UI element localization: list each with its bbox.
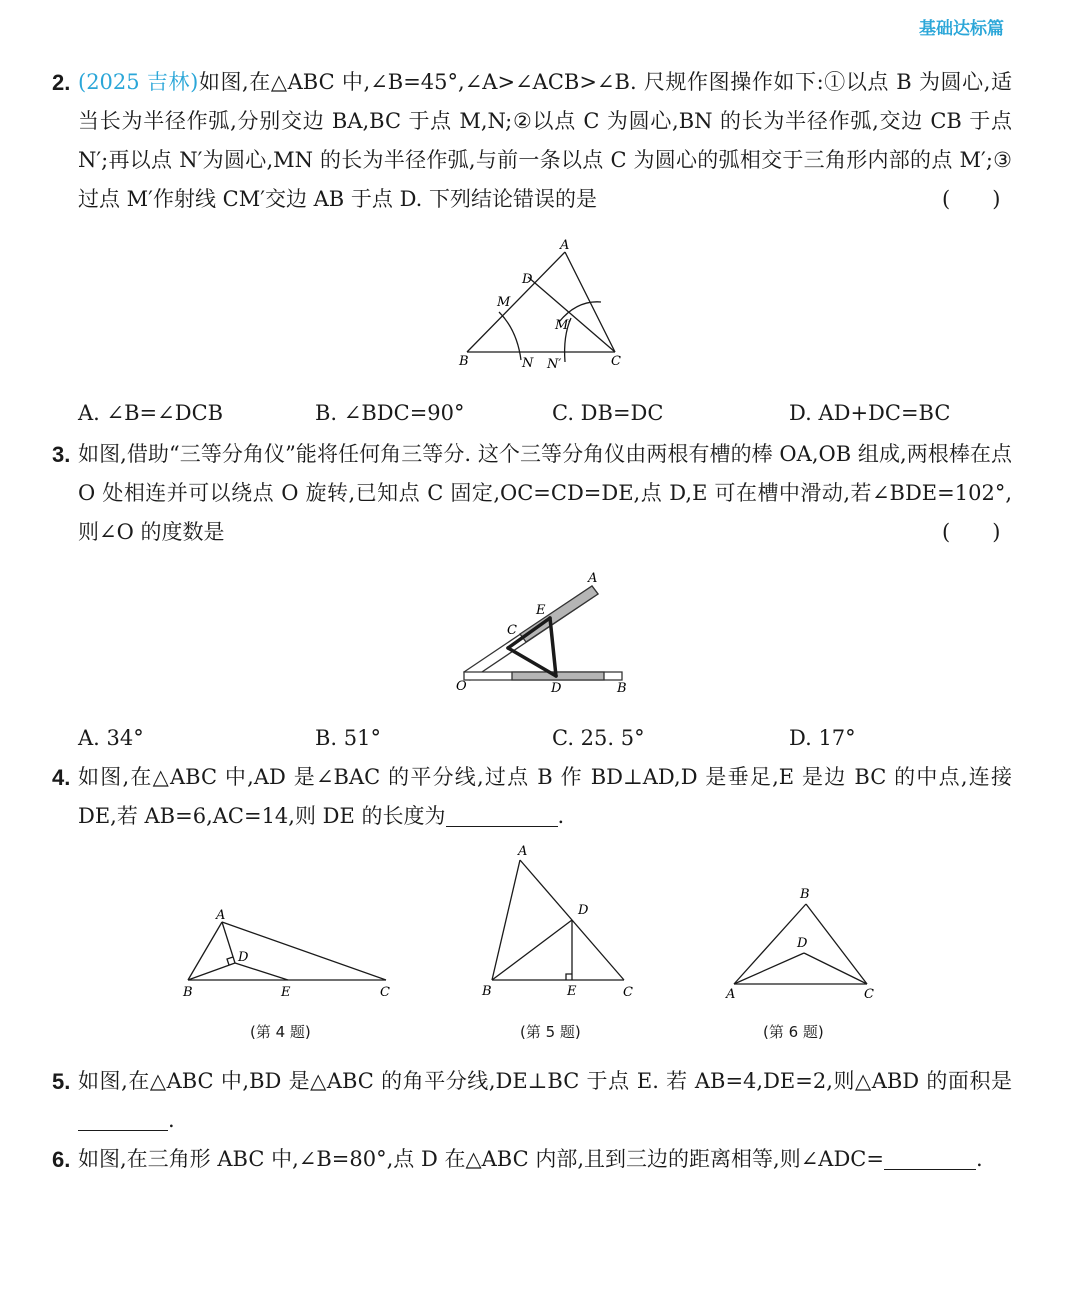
option-c[interactable]: C. 25. 5° xyxy=(552,726,645,750)
question-source: (2025 吉林) xyxy=(78,70,199,94)
question-text: 如图,在△ABC 中,∠B=45°,∠A>∠ACB>∠B. 尺规作图操作如下:①以点 B 为圆心,适当长为半径作弧,分别交边 BA,BC 于点 M,N;②以点 C 为圆心,BN 的长为半径作弧,交边 CB 于点 N′;再以点 N′为圆心,MN 的长为半径作弧,与前一条以点 C 为圆心的弧相交于三角形内部的点 M′;③过点 M′作射线 CM′交边 AB 于点 D. 下列结论错误的是 xyxy=(78,70,1012,211)
label-C: C xyxy=(507,623,517,638)
question-number: 5. xyxy=(52,1069,71,1094)
figure-q2 xyxy=(455,232,640,377)
question-6 xyxy=(52,1140,1012,1179)
label-C: C xyxy=(380,985,390,1000)
question-3 xyxy=(52,435,1012,552)
label-A: A xyxy=(726,987,736,1002)
answer-blank[interactable] xyxy=(78,1104,168,1131)
caption-fig5: (第 5 题) xyxy=(520,1023,581,1041)
label-E: E xyxy=(567,984,577,999)
label-D: D xyxy=(522,272,533,287)
question-2 xyxy=(52,63,1012,219)
label-D: D xyxy=(551,681,562,696)
question-number: 2. xyxy=(52,70,71,95)
question-text: 如图,在三角形 ABC 中,∠B=80°,点 D 在△ABC 内部,且到三边的距离相等,则∠ADC= xyxy=(78,1147,884,1171)
label-O: O xyxy=(456,679,467,694)
figure-q3 xyxy=(452,568,642,698)
question-5 xyxy=(52,1062,1012,1140)
answer-paren: ( ) xyxy=(942,520,1001,544)
label-N: N xyxy=(522,356,534,371)
label-B: B xyxy=(183,985,193,1000)
answer-paren: ( ) xyxy=(942,187,1001,211)
label-B: B xyxy=(482,984,492,999)
answer-blank[interactable] xyxy=(446,800,558,827)
figure-q5 xyxy=(478,840,638,1005)
q3-options xyxy=(78,726,1028,750)
question-text: 如图,借助“三等分角仪”能将任何角三等分. 这个三等分角仪由两根有槽的棒 OA,OB 组成,两根棒在点 O 处相连并可以绕点 O 旋转,已知点 C 固定,OC=CD=DE,点 D,E 可在槽中滑动,若∠BDE=102°,则∠O 的度数是 xyxy=(78,442,1012,544)
option-c[interactable]: C. DB=DC xyxy=(552,401,664,425)
label-B: B xyxy=(800,887,810,902)
label-A: A xyxy=(216,908,226,923)
question-number: 3. xyxy=(52,442,71,467)
question-text: 如图,在△ABC 中,BD 是△ABC 的角平分线,DE⊥BC 于点 E. 若 AB=4,DE=2,则△ABD 的面积是 xyxy=(78,1069,1012,1093)
label-B: B xyxy=(459,354,469,369)
option-a[interactable]: A. 34° xyxy=(78,726,144,750)
label-M-prime: M′ xyxy=(555,318,572,333)
label-A: A xyxy=(518,844,528,859)
question-number: 6. xyxy=(52,1147,71,1172)
label-B: B xyxy=(617,681,627,696)
label-C: C xyxy=(864,987,874,1002)
label-D: D xyxy=(797,936,808,951)
question-number: 4. xyxy=(52,765,71,790)
label-C: C xyxy=(611,354,621,369)
option-b[interactable]: B. ∠BDC=90° xyxy=(315,401,465,425)
label-E: E xyxy=(281,985,291,1000)
question-end: . xyxy=(168,1108,175,1132)
option-d[interactable]: D. 17° xyxy=(789,726,856,750)
label-A: A xyxy=(560,238,570,253)
section-label: 基础达标篇 xyxy=(919,19,1004,39)
label-D: D xyxy=(238,950,249,965)
figure-q4 xyxy=(178,904,398,1004)
caption-fig4: (第 4 题) xyxy=(250,1023,311,1041)
label-M: M xyxy=(497,295,511,310)
figure-q6 xyxy=(722,884,887,1004)
label-N-prime: N′ xyxy=(547,357,562,372)
question-text: 如图,在△ABC 中,AD 是∠BAC 的平分线,过点 B 作 BD⊥AD,D 是垂足,E 是边 BC 的中点,连接 DE,若 AB=6,AC=14,则 DE 的长度为 xyxy=(78,765,1012,828)
question-end: . xyxy=(975,1147,983,1171)
option-d[interactable]: D. AD+DC=BC xyxy=(789,401,951,425)
option-a[interactable]: A. ∠B=∠DCB xyxy=(78,401,224,425)
label-E: E xyxy=(536,603,546,618)
question-end: . xyxy=(557,804,565,828)
question-4 xyxy=(52,758,1012,836)
option-b[interactable]: B. 51° xyxy=(315,726,382,750)
label-A: A xyxy=(588,571,598,586)
label-D: D xyxy=(578,903,589,918)
q2-options xyxy=(78,401,1028,425)
caption-fig6: (第 6 题) xyxy=(763,1023,824,1041)
answer-blank[interactable] xyxy=(884,1143,976,1170)
label-C: C xyxy=(623,985,633,1000)
